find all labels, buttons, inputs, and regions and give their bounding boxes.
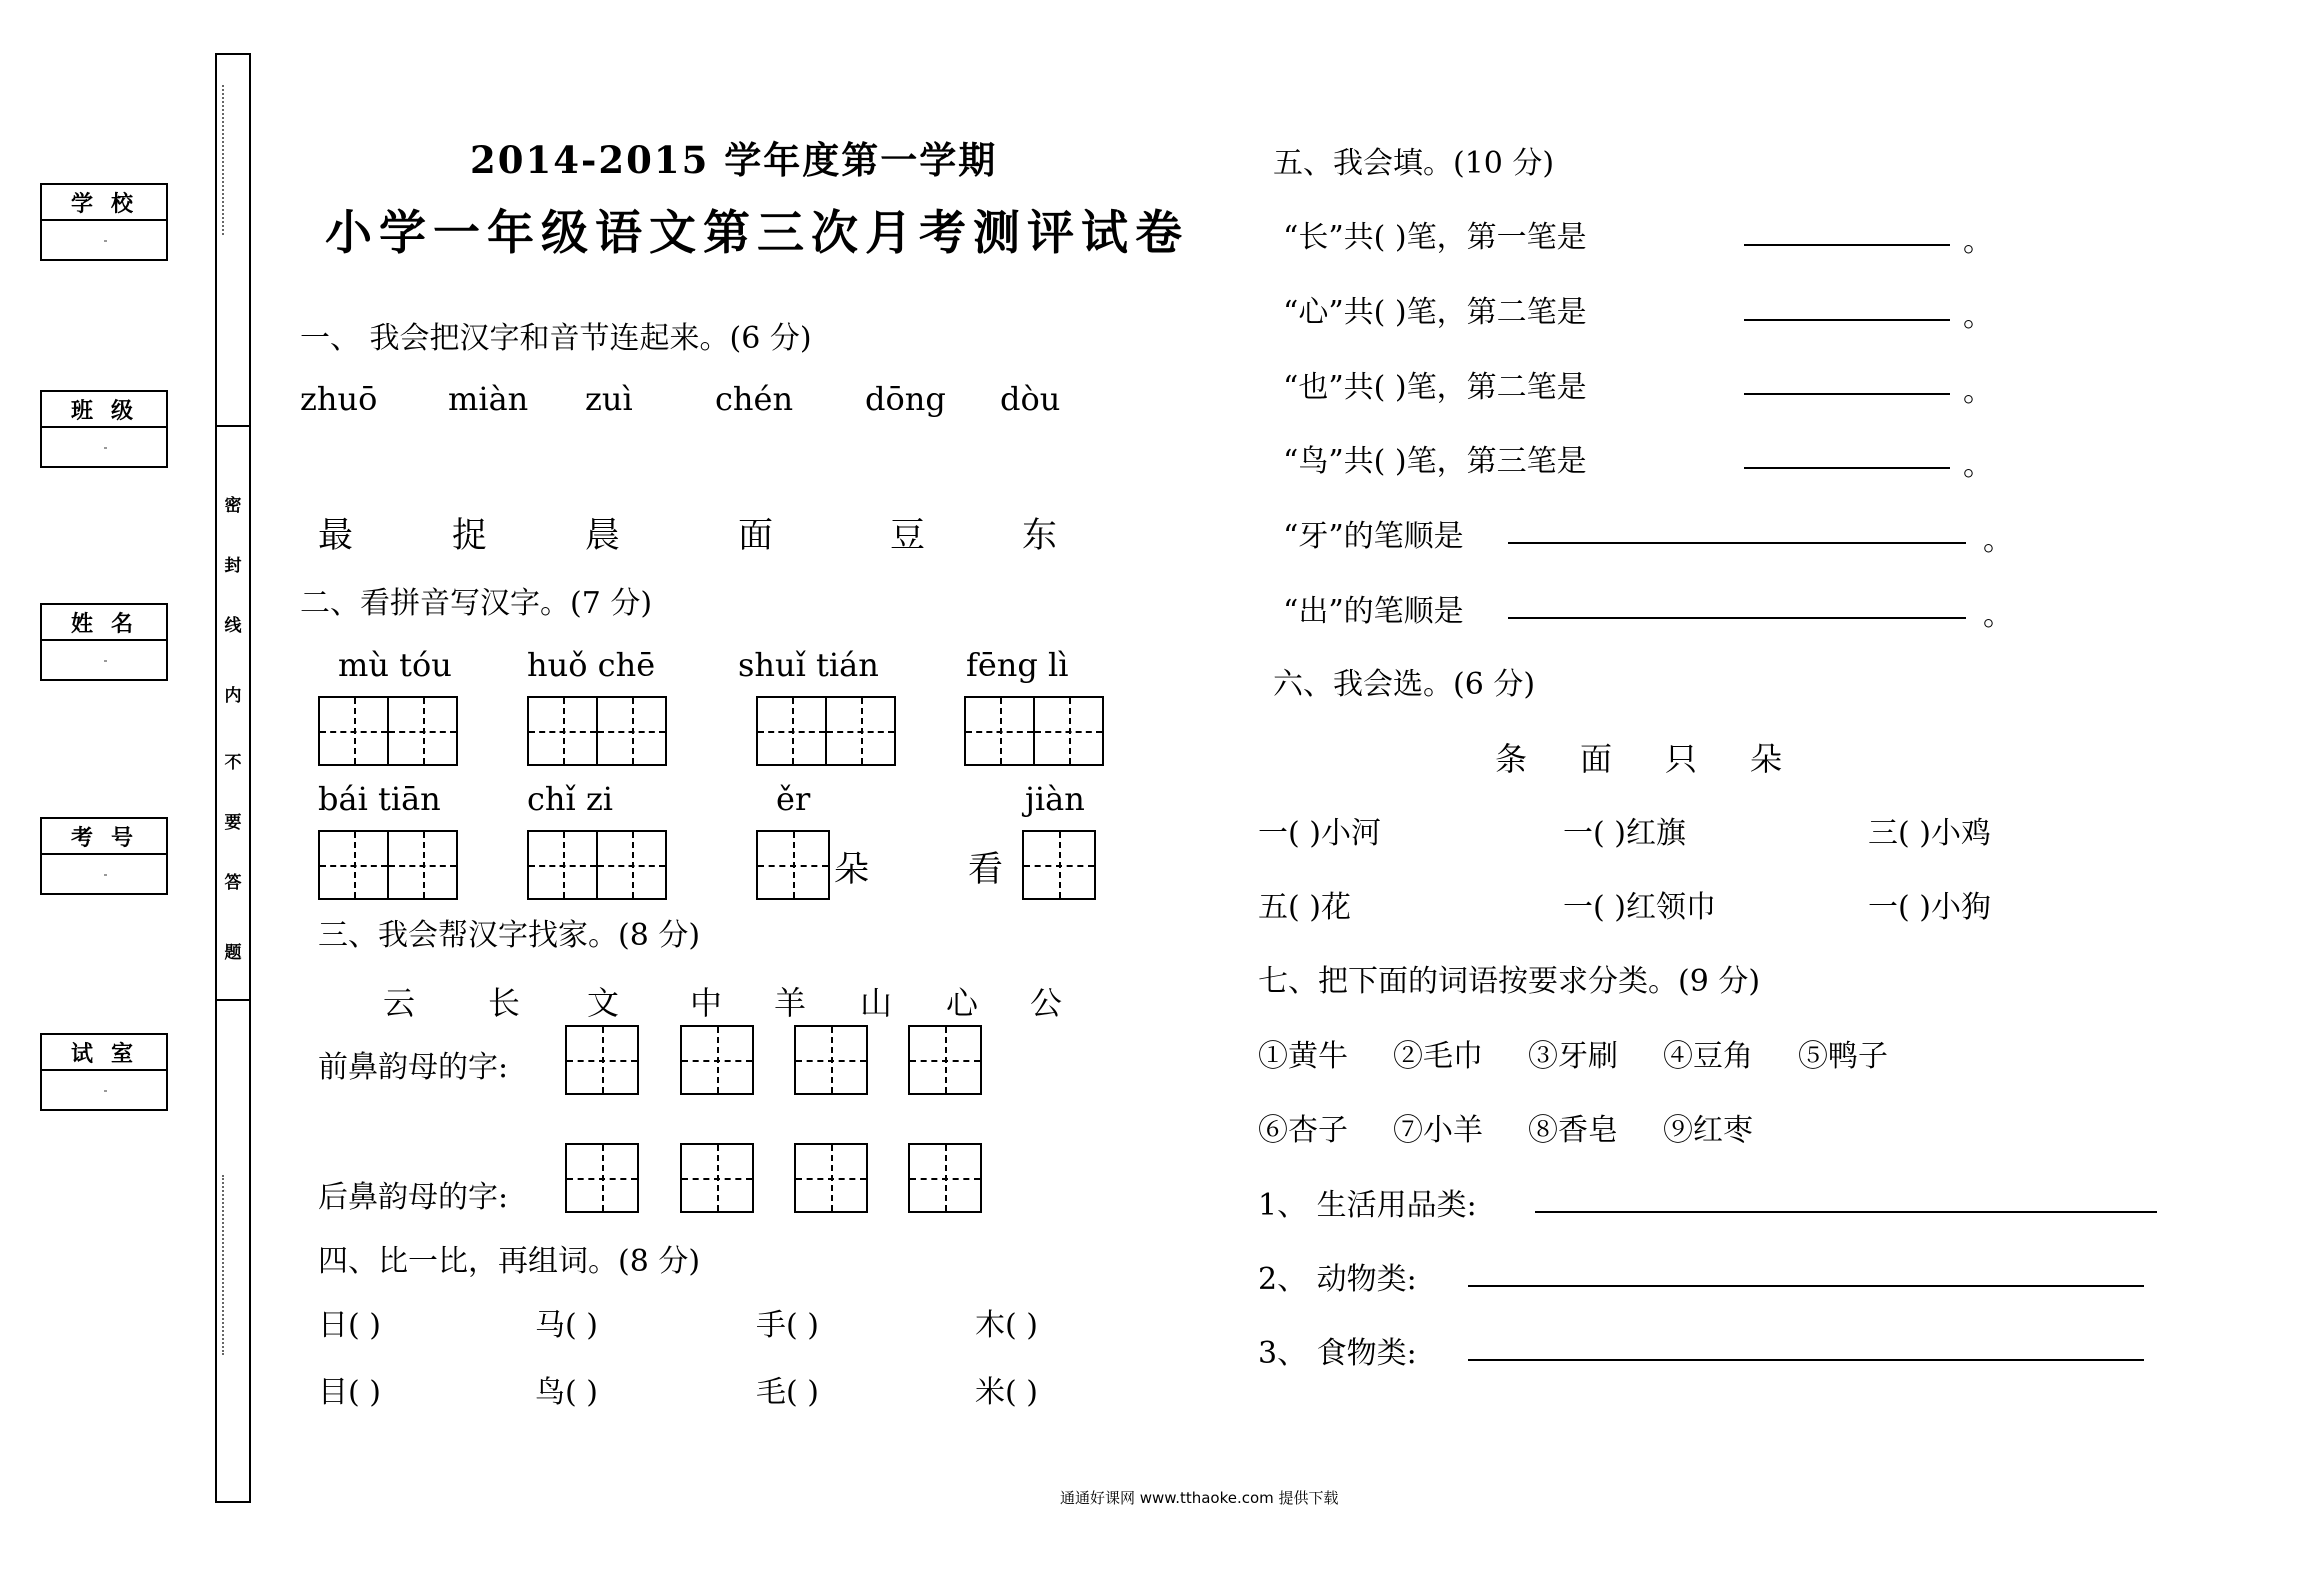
exam-term-title: 2014-2015 学年度第一学期 (470, 138, 998, 182)
period: 。 (1963, 224, 1993, 259)
pinyin-label: fēng lì (966, 646, 1069, 684)
writing-grid[interactable] (756, 696, 896, 766)
pinyin-item: dòu (1000, 380, 1061, 418)
word-item: ①黄牛 (1258, 1039, 1348, 1074)
writing-grid[interactable] (964, 696, 1104, 766)
period: 。 (1983, 598, 2013, 633)
stroke-item: “心”共( )笔，第二笔是 (1283, 295, 1587, 330)
seal-strip (215, 53, 251, 1503)
section2-title: 二、看拼音写汉字。(7 分) (300, 586, 653, 621)
back-nasal-label: 后鼻韵母的字: (318, 1180, 509, 1215)
char-item: 云 (383, 984, 416, 1022)
period: 。 (1983, 523, 2013, 558)
writing-grid[interactable] (527, 830, 667, 900)
pinyin-item: dōng (865, 380, 946, 418)
seal-char: 内 (224, 686, 242, 706)
writing-grid[interactable] (527, 696, 667, 766)
compare-item[interactable]: 日( ) (318, 1308, 381, 1343)
char-item: 豆 (890, 516, 926, 556)
choose-item[interactable]: 一( )红领巾 (1563, 890, 1716, 925)
char-item: 公 (1030, 984, 1063, 1022)
char-item: 中 (690, 984, 723, 1022)
writing-grid[interactable] (318, 696, 458, 766)
category-label: 1、 生活用品类: (1258, 1188, 1477, 1223)
char-item: 捉 (452, 516, 488, 556)
word-item: ⑤鸭子 (1798, 1039, 1888, 1074)
answer-line[interactable] (1468, 1359, 2144, 1361)
compare-item[interactable]: 毛( ) (756, 1375, 819, 1410)
front-nasal-label: 前鼻韵母的字: (318, 1050, 509, 1085)
compare-item[interactable]: 目( ) (318, 1375, 381, 1410)
answer-line[interactable] (1744, 244, 1950, 246)
seal-char: 要 (224, 813, 242, 833)
exam-number-field[interactable] (40, 817, 168, 895)
compare-item[interactable]: 手( ) (756, 1308, 819, 1343)
writing-grid[interactable] (1022, 830, 1096, 900)
char-item: 羊 (774, 984, 807, 1022)
measure-word: 朵 (1750, 740, 1783, 778)
word-item: ③牙刷 (1528, 1039, 1618, 1074)
answer-grid[interactable] (680, 1025, 754, 1095)
char-item: 东 (1022, 516, 1058, 556)
char-item: 长 (488, 984, 521, 1022)
given-char: 看 (968, 850, 1004, 890)
exam-number-label: 考号 (42, 819, 166, 855)
pinyin-label: chǐ zi (527, 780, 614, 818)
school-field[interactable] (40, 183, 168, 261)
answer-line[interactable] (1535, 1211, 2157, 1213)
name-field[interactable] (40, 603, 168, 681)
answer-line[interactable] (1744, 393, 1950, 395)
answer-line[interactable] (1508, 617, 1966, 619)
seal-char: 答 (224, 873, 242, 893)
stroke-item: “也”共( )笔，第二笔是 (1283, 370, 1587, 405)
word-item: ⑦小羊 (1393, 1113, 1483, 1148)
measure-word: 只 (1665, 740, 1698, 778)
pinyin-item: miàn (448, 380, 529, 418)
char-item: 晨 (585, 516, 621, 556)
seal-char: 密 (224, 496, 242, 516)
stroke-order-item: “出”的笔顺是 (1283, 594, 1464, 629)
pinyin-item: zuì (585, 380, 633, 418)
period: 。 (1963, 448, 1993, 483)
answer-line[interactable] (1744, 467, 1950, 469)
answer-grid[interactable] (794, 1143, 868, 1213)
answer-grid[interactable] (680, 1143, 754, 1213)
answer-grid[interactable] (565, 1143, 639, 1213)
answer-grid[interactable] (794, 1025, 868, 1095)
writing-grid[interactable] (756, 830, 830, 900)
word-item: ⑨红枣 (1663, 1113, 1753, 1148)
choose-item[interactable]: 一( )小狗 (1868, 890, 1991, 925)
writing-grid[interactable] (318, 830, 458, 900)
pinyin-label: ěr (776, 780, 811, 818)
char-item: 心 (946, 984, 979, 1022)
stroke-item: “长”共( )笔，第一笔是 (1283, 220, 1587, 255)
footer-credit: 通通好课网 www.tthaoke.com 提供下载 (1060, 1489, 1339, 1507)
char-item: 文 (587, 984, 620, 1022)
answer-line[interactable] (1744, 319, 1950, 321)
measure-word: 面 (1580, 740, 1613, 778)
period: 。 (1963, 374, 1993, 409)
measure-word: 条 (1495, 740, 1528, 778)
pinyin-label: jiàn (1025, 780, 1085, 818)
given-char: 朵 (834, 850, 870, 890)
section6-title: 六、我会选。(6 分) (1273, 667, 1536, 702)
char-item: 山 (860, 984, 893, 1022)
char-item: 最 (318, 516, 354, 556)
choose-item[interactable]: 一( )小河 (1258, 816, 1381, 851)
section7-title: 七、把下面的词语按要求分类。(9 分) (1258, 964, 1761, 999)
school-label: 学校 (42, 185, 166, 221)
seal-char: 封 (224, 556, 242, 576)
choose-item[interactable]: 三( )小鸡 (1868, 816, 1991, 851)
pinyin-item: chén (715, 380, 794, 418)
seal-char: 不 (224, 753, 242, 773)
compare-item[interactable]: 木( ) (975, 1308, 1038, 1343)
section1-title: 一、 我会把汉字和音节连起来。(6 分) (300, 321, 812, 356)
answer-grid[interactable] (908, 1025, 982, 1095)
answer-grid[interactable] (908, 1143, 982, 1213)
section3-title: 三、我会帮汉字找家。(8 分) (318, 918, 701, 953)
word-item: ④豆角 (1663, 1039, 1753, 1074)
class-field[interactable] (40, 390, 168, 468)
exam-room-field[interactable] (40, 1033, 168, 1111)
word-item: ⑧香皂 (1528, 1113, 1618, 1148)
class-label: 班级 (42, 392, 166, 428)
section5-title: 五、我会填。(10 分) (1273, 146, 1555, 181)
char-item: 面 (738, 516, 774, 556)
pinyin-label: mù tóu (338, 646, 452, 684)
pinyin-label: shuǐ tián (738, 646, 879, 684)
stroke-order-item: “牙”的笔顺是 (1283, 519, 1464, 554)
answer-line[interactable] (1508, 542, 1966, 544)
compare-item[interactable]: 鸟( ) (535, 1375, 598, 1410)
pinyin-label: bái tiān (318, 780, 441, 818)
word-item: ②毛巾 (1393, 1039, 1483, 1074)
choose-item[interactable]: 五( )花 (1258, 890, 1351, 925)
period: 。 (1963, 299, 1993, 334)
stroke-item: “鸟”共( )笔，第三笔是 (1283, 444, 1587, 479)
choose-item[interactable]: 一( )红旗 (1563, 816, 1686, 851)
answer-line[interactable] (1468, 1285, 2144, 1287)
answer-grid[interactable] (565, 1025, 639, 1095)
compare-item[interactable]: 米( ) (975, 1375, 1038, 1410)
word-item: ⑥杏子 (1258, 1113, 1348, 1148)
compare-item[interactable]: 马( ) (535, 1308, 598, 1343)
category-label: 2、 动物类: (1258, 1262, 1417, 1297)
pinyin-item: zhuō (300, 380, 378, 418)
section4-title: 四、比一比，再组词。(8 分) (318, 1244, 701, 1279)
name-label: 姓名 (42, 605, 166, 641)
category-label: 3、 食物类: (1258, 1336, 1417, 1371)
exam-title: 小学一年级语文第三次月考测评试卷 (325, 206, 1189, 261)
seal-char: 题 (224, 943, 242, 963)
seal-char: 线 (224, 616, 242, 636)
pinyin-label: huǒ chē (527, 646, 656, 684)
exam-room-label: 试室 (42, 1035, 166, 1071)
